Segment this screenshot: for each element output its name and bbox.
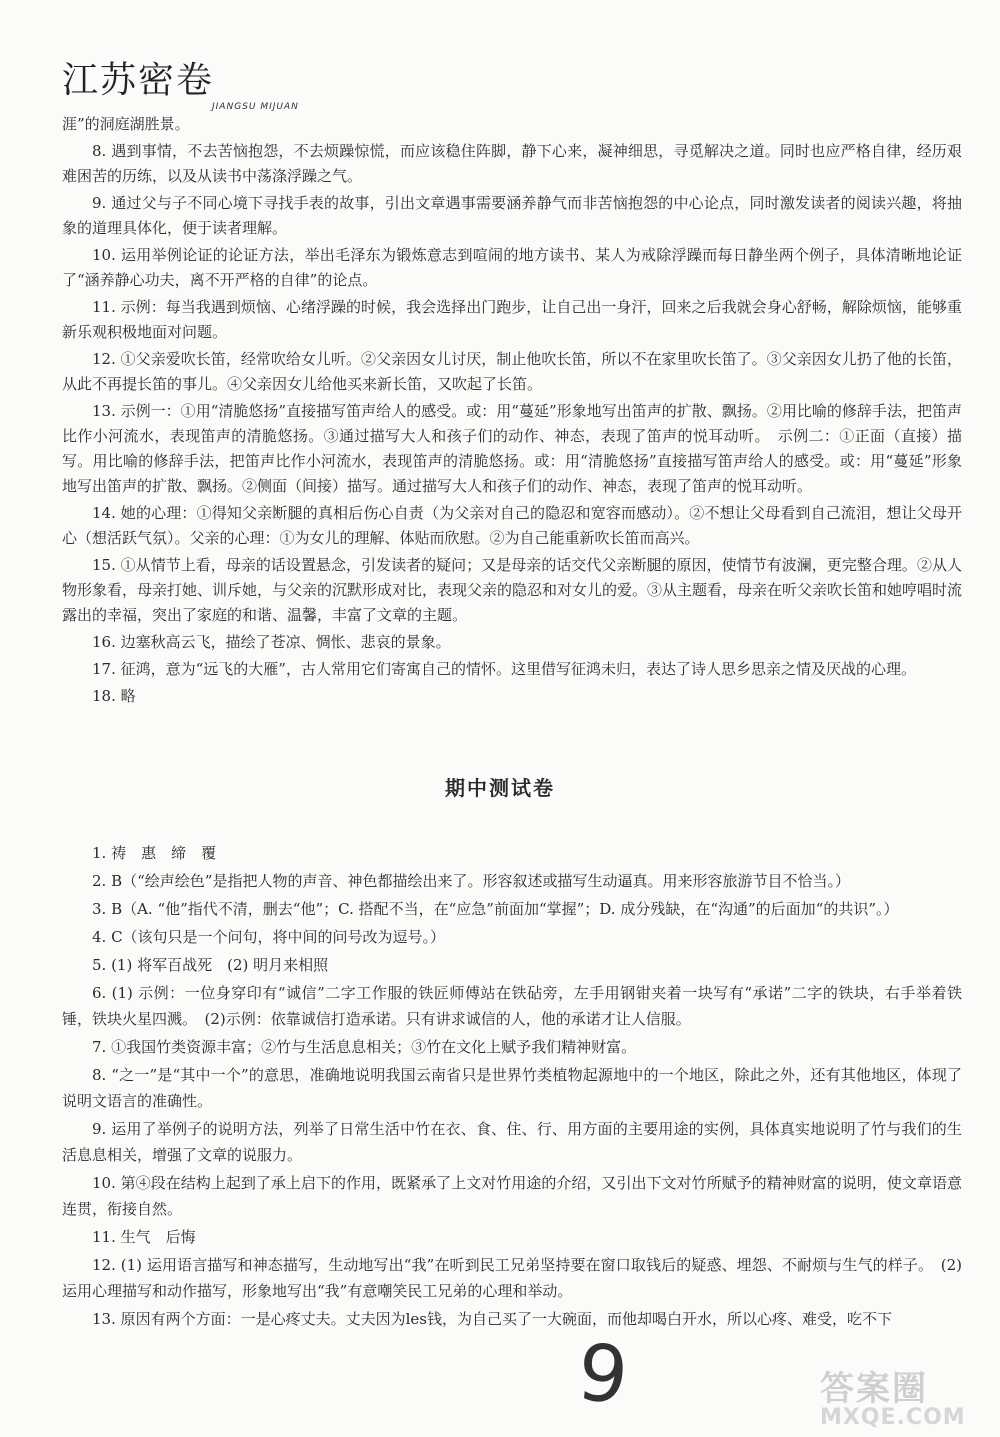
answer-item: 15. ①从情节上看，母亲的话设置悬念，引发读者的疑问；又是母亲的话交代父亲断腿的原因，使情节有波澜，更完整合理。②从人物形象看，母亲打她、训斥她，与父亲的沉默形成对比，表现父亲的隐忍和对女儿的爱。③从主题看，母亲在听父亲吹长笛和她哼唱时流露出的幸福，突出了家庭的和谐、温馨，丰富了文章的主题。 [62,556,963,624]
section-title: 期中测试卷 [445,776,555,800]
answer-item: 12. (1) 运用语言描写和神态描写，生动地写出“我”在听到民工兄弟坚持要在窗口取钱后的疑惑、埋怨、不耐烦与生气的样子。 (2) 运用心理描写和动作描写，形象地写出“我”有意嘲笑民工兄弟的心理和举动。 [62,1256,962,1300]
answers-part-1 [62,112,962,711]
watermark-logo [820,1365,995,1433]
answer-item: 18. 略 [92,687,136,705]
answer-item: 16. 边塞秋高云飞，描绘了苍凉、惆怅、悲哀的景象。 [92,633,451,651]
answer-item: 5. (1) 将军百战死 (2) 明月来相照 [92,956,329,974]
answers-part-2 [62,840,962,1334]
logo-subtitle: JIANGSU MIJUAN [212,102,299,112]
answer-item: 11. 生气 后悔 [92,1228,196,1246]
handwritten-page-number: 9 [573,1327,633,1423]
answer-item: 7. ①我国竹类资源丰富；②竹与生活息息相关；③竹在文化上赋予我们精神财富。 [92,1038,637,1056]
answer-item: 4. C（该句只是一个问句，将中间的问号改为逗号。） [92,928,446,946]
answer-item: 14. 她的心理：①得知父亲断腿的真相后伤心自责（为父亲对自己的隐忍和宽容而感动）。②不想让父母看到自己流泪，想让父母开心（想活跃气氛）。父亲的心理：①为女儿的理解、体贴而欣慰。②为自己能重新吹长笛而高兴。 [62,504,962,547]
answer-item: 10. 运用举例论证的论证方法，举出毛泽东为锻炼意志到喧闹的地方读书、某人为戒除浮躁而每日静坐两个例子，具体清晰地论证了“涵养静心功夫，离不开严格的自律”的论点。 [62,246,962,289]
answer-item: 1. 祷 惠 缔 覆 [92,844,217,862]
answer-item: 3. B（A. “他”指代不清，删去“他”；C. 搭配不当，在“应急”前面加“掌握”；D. 成分残缺，在“沟通”的后面加“的共识”。） [92,900,899,918]
answer-item: 8. 遇到事情，不去苦恼抱怨，不去烦躁惊慌，而应该稳住阵脚，静下心来，凝神细思，寻觅解决之道。同时也应严格自律，经历艰难困苦的历练，以及从读书中荡涤浮躁之气。 [62,142,962,185]
watermark-line-2: MXQE.COM [820,1405,966,1430]
answer-item: 17. 征鸿，意为“远飞的大雁”，古人常用它们寄寓自己的情怀。这里借写征鸿未归，表达了诗人思乡思亲之情及厌战的心理。 [92,660,916,678]
answer-item: 10. 第④段在结构上起到了承上启下的作用，既紧承了上文对竹用途的介绍，又引出下文对竹所赋予的精神财富的说明，使文章语意连贯，衔接自然。 [62,1174,962,1218]
answer-item: 9. 通过父与子不同心境下寻找手表的故事，引出文章遇事需要涵养静气而非苦恼抱怨的中心论点，同时激发读者的阅读兴趣，将抽象的道理具体化，便于读者理解。 [62,194,962,237]
brand-logo [62,40,302,110]
answer-item: 13. 示例一：①用“清脆悠扬”直接描写笛声给人的感受。或：用“蔓延”形象地写出笛声的扩散、飘扬。②用比喻的修辞手法，把笛声比作小河流水，表现笛声的清脆悠扬。③通过描写大人和孩子们的动作、神态，表现了笛声的悦耳动听。 示例二：①正面（直接）描写。用比喻的修辞手法，把笛声比作小河流水，表现笛声的清脆悠扬。或：用“清脆悠扬”直接描写笛声给人的感受。或：用“蔓延”形象地写出笛声的扩散、飘扬。②侧面（间接）描写。通过描写大人和孩子们的动作、神态，表现了笛声的悦耳动听。 [62,402,962,495]
answer-item: 8. “之一”是“其中一个”的意思，准确地说明我国云南省只是世界竹类植物起源地中的一个地区，除此之外，还有其他地区，体现了说明文语言的准确性。 [62,1066,962,1110]
answer-item: 11. 示例：每当我遇到烦恼、心绪浮躁的时候，我会选择出门跑步，让自己出一身汗，回来之后我就会身心舒畅，解除烦恼，能够重新乐观积极地面对问题。 [62,298,962,341]
watermark-line-1: 答案圈 [820,1369,928,1409]
answer-item: 6. (1) 示例：一位身穿印有“诚信”二字工作服的铁匠师傅站在铁砧旁，左手用钢钳夹着一块写有“承诺”二字的铁块，右手举着铁锤，铁块火星四溅。 (2)示例：依靠诚信打造承诺。只有讲求诚信的人，他的承诺才让人信服。 [62,984,962,1028]
answer-item: 12. ①父亲爱吹长笛，经常吹给女儿听。②父亲因女儿讨厌，制止他吹长笛，所以不在家里吹长笛了。③父亲因女儿扔了他的长笛，从此不再提长笛的事儿。④父亲因女儿给他买来新长笛，又吹起了长笛。 [62,350,962,393]
answer-item: 13. 原因有两个方面：一是心疼丈夫。丈夫因为les钱，为自己买了一大碗面，而他却喝白开水，所以心疼、难受，吃不下 [92,1310,893,1328]
answer-item: 9. 运用了举例子的说明方法，列举了日常生活中竹在衣、食、住、行、用方面的主要用途的实例，具体真实地说明了竹与我们的生活息息相关，增强了文章的说服力。 [62,1120,962,1164]
logo-title: 江苏密卷 [62,60,215,101]
answer-item: 涯”的洞庭湖胜景。 [62,115,190,133]
answer-item: 2. B（“绘声绘色”是指把人物的声音、神色都描绘出来了。形容叙述或描写生动逼真。用来形容旅游节目不恰当。） [92,872,850,890]
